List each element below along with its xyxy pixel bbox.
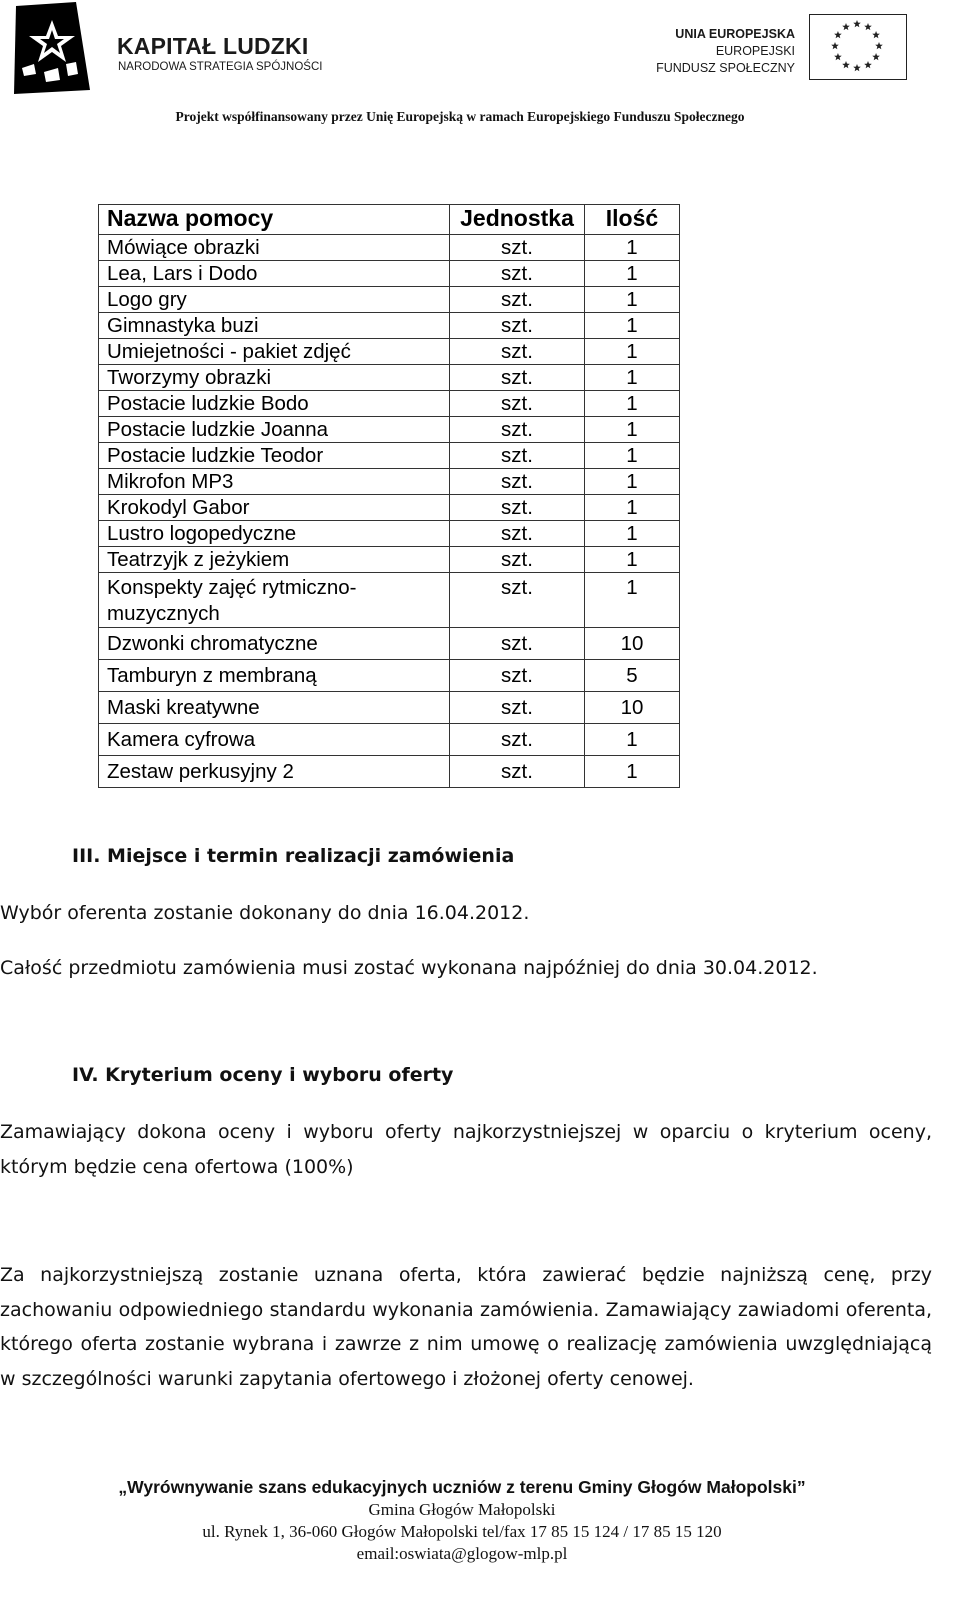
- section3-heading: III. Miejsce i termin realizacji zamówienia: [72, 845, 515, 867]
- footer-gmina: Gmina Głogów Małopolski: [368, 1500, 556, 1519]
- eu-star-icon: [853, 64, 861, 71]
- col-header-qty: Ilość: [585, 205, 680, 235]
- cell-name: Tworzymy obrazki: [99, 365, 450, 391]
- cell-unit: szt.: [450, 495, 585, 521]
- cell-qty: 10: [585, 628, 680, 660]
- cell-name: Zestaw perkusyjny 2: [99, 756, 450, 788]
- eu-star-icon: [864, 23, 872, 30]
- cell-name: Tamburyn z membraną: [99, 660, 450, 692]
- table-row: [99, 313, 680, 339]
- col-header-name: Nazwa pomocy: [99, 205, 450, 235]
- cell-qty: 1: [585, 365, 680, 391]
- cell-unit: szt.: [450, 287, 585, 313]
- cell-qty: 1: [585, 495, 680, 521]
- cell-unit: szt.: [450, 521, 585, 547]
- table-row: [99, 417, 680, 443]
- cell-name: Krokodyl Gabor: [99, 495, 450, 521]
- cell-unit: szt.: [450, 235, 585, 261]
- footer-address: ul. Rynek 1, 36-060 Głogów Małopolski tel/fax 17 85 15 124 / 17 85 15 120: [202, 1522, 722, 1541]
- table-row: [99, 724, 680, 756]
- cell-unit: szt.: [450, 417, 585, 443]
- eu-star-icon: [872, 53, 880, 60]
- cell-qty: 1: [585, 756, 680, 788]
- table-row: [99, 469, 680, 495]
- cell-unit: szt.: [450, 660, 585, 692]
- cell-unit: szt.: [450, 756, 585, 788]
- table-header-row: [99, 205, 680, 235]
- cell-unit: szt.: [450, 628, 585, 660]
- cell-unit: szt.: [450, 391, 585, 417]
- items-table: [98, 204, 680, 788]
- cell-unit: szt.: [450, 313, 585, 339]
- cell-qty: 1: [585, 261, 680, 287]
- eu-logo-line1: UNIA EUROPEJSKA: [675, 27, 795, 41]
- cofinancing-note: Projekt współfinansowany przez Unię Europejską w ramach Europejskiego Funduszu Społecznego: [175, 109, 745, 124]
- cell-name: Mówiące obrazki: [99, 235, 450, 261]
- eu-logo: [656, 14, 935, 86]
- cell-unit: szt.: [450, 469, 585, 495]
- table-row: [99, 443, 680, 469]
- cell-name: Mikrofon MP3: [99, 469, 450, 495]
- eu-star-icon: [842, 23, 850, 30]
- cell-name: Gimnastyka buzi: [99, 313, 450, 339]
- eu-logo-text: [656, 26, 795, 77]
- table-row: [99, 692, 680, 724]
- cell-qty: 1: [585, 521, 680, 547]
- cell-qty: 1: [585, 339, 680, 365]
- table-row: [99, 339, 680, 365]
- section4-p2: Za najkorzystniejszą zostanie uznana oferta, która zawierać będzie najniższą cenę, przy zachowaniu odpowiedniego standardu wykonania zamówienia. Zamawiający zawiadomi oferenta, którego oferta zostanie wybrana i zawrze z nim umowę o realizację zamówienia uwzględniającą w szczególności warunki zapytania ofertowego i złożonej oferty cenowej.: [0, 1264, 932, 1390]
- cell-name: Lea, Lars i Dodo: [99, 261, 450, 287]
- cell-unit: szt.: [450, 573, 585, 628]
- eu-star-icon: [834, 31, 842, 38]
- cell-name: Lustro logopedyczne: [99, 521, 450, 547]
- table-row: [99, 365, 680, 391]
- cell-unit: szt.: [450, 443, 585, 469]
- cell-qty: 1: [585, 443, 680, 469]
- table-row: [99, 391, 680, 417]
- logo-subtitle: NARODOWA STRATEGIA SPÓJNOŚCI: [118, 61, 323, 73]
- cell-name: Logo gry: [99, 287, 450, 313]
- table-row: [99, 495, 680, 521]
- cell-name: Maski kreatywne: [99, 692, 450, 724]
- cell-unit: szt.: [450, 261, 585, 287]
- cell-unit: szt.: [450, 339, 585, 365]
- kapital-ludzki-logo: [14, 2, 324, 94]
- cell-qty: 1: [585, 391, 680, 417]
- cell-name: Teatrzyjk z jeżykiem: [99, 547, 450, 573]
- table-row: [99, 628, 680, 660]
- logo-title: KAPITAŁ LUDZKI: [117, 33, 309, 59]
- cell-name: Postacie ludzkie Joanna: [99, 417, 450, 443]
- cell-name: Dzwonki chromatyczne: [99, 628, 450, 660]
- cell-unit: szt.: [450, 724, 585, 756]
- cell-name: Kamera cyfrowa: [99, 724, 450, 756]
- table-row: [99, 547, 680, 573]
- cell-qty: 1: [585, 724, 680, 756]
- cell-qty: 1: [585, 313, 680, 339]
- eu-star-icon: [831, 42, 839, 49]
- cell-qty: 1: [585, 417, 680, 443]
- table-row: [99, 287, 680, 313]
- kapital-ludzki-star-icon: [14, 2, 104, 94]
- eu-star-icon: [834, 53, 842, 60]
- eu-logo-line2: EUROPEJSKI: [715, 44, 795, 58]
- cell-qty: 1: [585, 469, 680, 495]
- cell-unit: szt.: [450, 547, 585, 573]
- cell-name: Konspekty zajęć rytmiczno-muzycznych: [99, 573, 450, 628]
- footer-email: email:oswiata@glogow-mlp.pl: [356, 1544, 568, 1563]
- table-row: [99, 573, 680, 628]
- table-row: [99, 521, 680, 547]
- eu-star-icon: [853, 20, 861, 27]
- cell-qty: 1: [585, 547, 680, 573]
- eu-logo-line3: FUNDUSZ SPOŁECZNY: [656, 61, 795, 75]
- table-row: [99, 756, 680, 788]
- table-row: [99, 235, 680, 261]
- section3-p2: Całość przedmiotu zamówienia musi zostać wykonana najpóźniej do dnia 30.04.2012.: [0, 957, 818, 979]
- col-header-unit: Jednostka: [450, 205, 585, 235]
- section3-p1: Wybór oferenta zostanie dokonany do dnia 16.04.2012.: [0, 902, 530, 924]
- eu-star-icon: [875, 42, 883, 49]
- section4-p1: Zamawiający dokona oceny i wyboru oferty najkorzystniejszej w oparciu o kryterium oceny, którym będzie cena ofertowa (100%): [0, 1121, 932, 1178]
- cell-name: Postacie ludzkie Bodo: [99, 391, 450, 417]
- cell-qty: 10: [585, 692, 680, 724]
- cell-qty: 1: [585, 573, 680, 628]
- cell-unit: szt.: [450, 692, 585, 724]
- table-row: [99, 261, 680, 287]
- eu-flag-icon: [809, 14, 907, 80]
- table-row: [99, 660, 680, 692]
- eu-star-icon: [864, 61, 872, 68]
- cell-qty: 1: [585, 287, 680, 313]
- cell-qty: 1: [585, 235, 680, 261]
- section4-heading: IV. Kryterium oceny i wyboru oferty: [72, 1064, 454, 1086]
- cell-unit: szt.: [450, 365, 585, 391]
- cell-name: Umiejetności - pakiet zdjęć: [99, 339, 450, 365]
- cell-qty: 5: [585, 660, 680, 692]
- eu-star-icon: [842, 61, 850, 68]
- eu-star-icon: [872, 31, 880, 38]
- cell-name: Postacie ludzkie Teodor: [99, 443, 450, 469]
- footer-project-title: „Wyrównywanie szans edukacyjnych uczniów z terenu Gminy Głogów Małopolski”: [118, 1477, 806, 1497]
